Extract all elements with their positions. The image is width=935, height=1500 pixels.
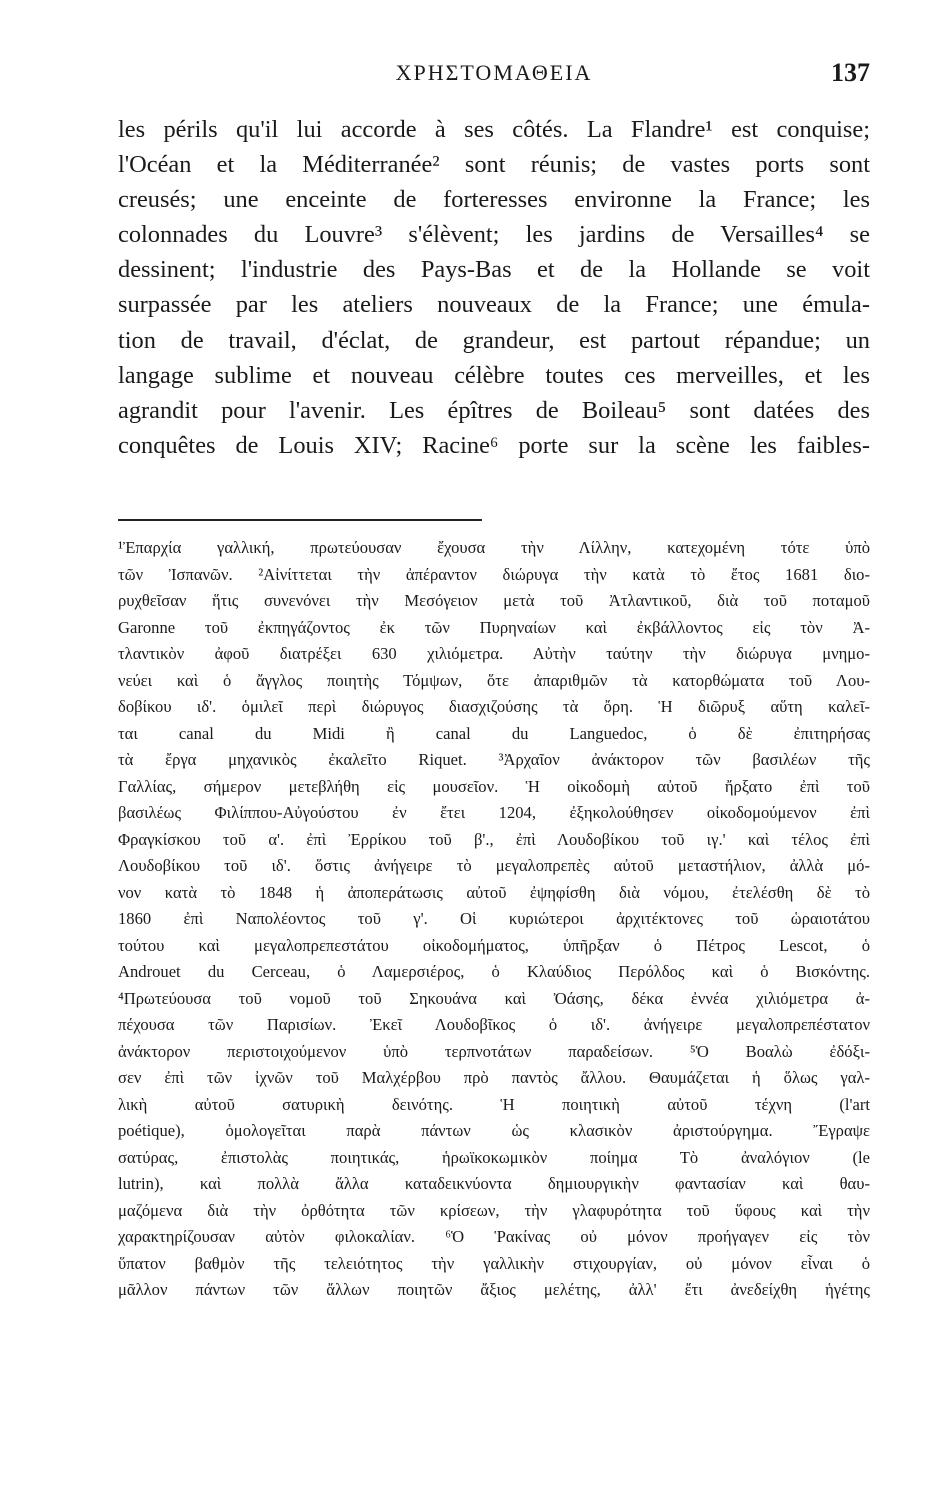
footnote-line: ἀνάκτορον περιστοιχούμενον ὑπὸ τερπνοτάτων παραδείσων. ⁵Ὁ Βοαλὼ ἐδόξι- [118,1041,870,1061]
footnote-line: λικὴ αὐτοῦ σατυρικὴ δεινότης. Ἡ ποιητικὴ αὐτοῦ τέχνη (l'art [118,1094,870,1114]
running-head [118,60,870,94]
footnote-line: τούτου καὶ μεγαλοπρεπεστάτου οἰκοδομήματος, ὑπῆρξαν ὁ Πέτρος Lescot, ὁ [118,935,870,955]
running-title: ΧΡΗΣΤΟΜΑΘΕΙΑ [395,60,593,85]
footnote-line: Γαλλίας, σήμερον μετεβλήθη εἰς μουσεῖον. Ἡ οἰκοδομὴ αὐτοῦ ἤρξατο ἐπὶ τοῦ [118,776,870,796]
main-text-line: l'Océan et la Méditerranée² sont réunis; de vastes ports sont [118,151,870,179]
footnote-line: σεν ἐπὶ τῶν ἰχνῶν τοῦ Μαλχέρβου πρὸ παντὸς ἄλλου. Θαυμάζεται ἡ ὅλως γαλ- [118,1068,870,1087]
main-text-line: colonnades du Louvre³ s'élèvent; les jardins de Versailles⁴ se [118,221,870,249]
main-text-line: agrandit pour l'avenir. Les épîtres de Boileau⁵ sont datées des [118,396,870,424]
footnote-line: ⁴Πρωτεύουσα τοῦ νομοῦ τοῦ Σηκουάνα καὶ Ὀάσης, δέκα ἐννέα χιλιόμετρα ἀ- [118,988,870,1008]
footnote-line: Androuet du Cerceau, ὁ Λαμερσιέρος, ὁ Κλαύδιος Περόλδος καὶ ὁ Βισκόντης. [118,962,870,981]
footnote-line: μᾶλλον πάντων τῶν ἄλλων ποιητῶν ἄξιος μελέτης, ἀλλ' ἔτι ἀνεδείχθη ἡγέτης [118,1280,870,1299]
main-text-line: creusés; une enceinte de forteresses environne la France; les [118,186,870,214]
footnote-line: νεύει καὶ ὁ ἄγγλος ποιητὴς Τόμψων, ὅτε ἀπαριθμῶν τὰ κατορθώματα τοῦ Λου- [118,670,870,690]
main-text-line: surpassée par les ateliers nouveaux de la France; une émula- [118,291,870,319]
footnote-rule [118,519,482,521]
footnote-line: μαζόμενα διὰ τὴν ὀρθότητα τῶν κρίσεων, τὴν γλαφυρότητα τοῦ ὕφους καὶ τὴν [118,1200,870,1220]
footnote-line: ρυχθεῖσαν ἥτις συνενόνει τὴν Μεσόγειον μετὰ τοῦ Ἀτλαντικοῦ, διὰ τοῦ ποταμοῦ [118,591,870,610]
footnote-line: poétique), ὁμολογεῖται παρὰ πάντων ὡς κλασικὸν ἀριστούργημα. Ἔγραψε [118,1121,870,1140]
footnote-line: χαρακτηρίζουσαν αὐτὸν φιλοκαλίαν. ⁶Ὁ Ῥακίνας οὐ μόνον προήγαγεν εἰς τὸν [118,1227,870,1246]
main-text-line: conquêtes de Louis XIV; Racine⁶ porte sur la scène les faibles- [118,431,870,459]
page-number: 137 [831,58,870,87]
footnote-line: δοβίκου ιδ'. ὁμιλεῖ περὶ διώρυγος διασχιζούσης τὰ ὄρη. Ἡ διῶρυξ αὕτη καλεῖ- [118,697,870,716]
main-text-line: les périls qu'il lui accorde à ses côtés. La Flandre¹ est conquise; [118,116,870,143]
footnote-line: τὰ ἔργα μηχανικὸς ἐκαλεῖτο Riquet. ³Ἀρχαῖον ἀνάκτορον τῶν βασιλέων τῆς [118,750,870,769]
footnote-line: τλαντικὸν ἀφοῦ διατρέξει 630 χιλιόμετρα. Αὐτὴν ταύτην τὴν διώρυγα μνημο- [118,644,870,663]
footnote-line: ται canal du Midi ἢ canal du Languedoc, ὁ δὲ ἐπιτηρήσας [118,723,870,743]
footnote-line: lutrin), καὶ πολλὰ ἄλλα καταδεικνύοντα δημιουργικὴν φαντασίαν καὶ θαυ- [118,1174,870,1193]
footnote-line: τῶν Ἰσπανῶν. ²Αἰνίττεται τὴν ἀπέραντον διώρυγα τὴν κατὰ τὸ ἔτος 1681 διο- [118,564,870,584]
main-text-block [118,112,870,463]
footnote-line: 1860 ἐπὶ Ναπολέοντος τοῦ γ'. Οἱ κυριώτεροι ἀρχιτέκτονες τοῦ ὡραιοτάτου [118,909,870,928]
footnote-line: νον κατὰ τὸ 1848 ἡ ἀποπεράτωσις αὐτοῦ ἐψηφίσθη διὰ νόμου, ἐτελέσθη δὲ τὸ [118,882,870,902]
main-text-line: tion de travail, d'éclat, de grandeur, est partout répandue; un [118,326,870,354]
footnote-line: ὕπατον βαθμὸν τῆς τελειότητος τὴν γαλλικὴν στιχουργίαν, οὐ μόνον εἶναι ὁ [118,1253,870,1273]
footnote-line: πέχουσα τῶν Παρισίων. Ἐκεῖ Λουδοβῖκος ὁ ιδ'. ἀνήγειρε μεγαλοπρεπέστατον [118,1015,870,1034]
footnote-line: Φραγκίσκου τοῦ α'. ἐπὶ Ἐρρίκου τοῦ β'., ἐπὶ Λουδοβίκου τοῦ ιγ.' καὶ τέλος ἐπὶ [118,829,870,849]
footnote-line: Λουδοβίκου τοῦ ιδ'. ὅστις ἀνήγειρε τὸ μεγαλοπρεπὲς αὐτοῦ μεταστήλιον, ἀλλὰ μό- [118,856,870,875]
main-text-line: dessinent; l'industrie des Pays-Bas et de la Hollande se voit [118,256,870,284]
footnote-line: σατύρας, ἐπιστολὰς ποιητικάς, ἡρωϊκοκωμικὸν ποίημα Τὸ ἀναλόγιον (le [118,1147,870,1167]
footnotes-block [118,535,870,1304]
footnote-line: ¹Ἐπαρχία γαλλική, πρωτεύουσαν ἔχουσα τὴν Λίλλην, κατεχομένη τότε ὑπὸ [118,538,870,557]
main-text-line: langage sublime et nouveau célèbre toutes ces merveilles, et les [118,361,870,389]
footnote-line: βασιλέως Φιλίππου-Αὐγούστου ἐν ἔτει 1204, ἐξηκολούθησεν οἰκοδομούμενον ἐπὶ [118,803,870,822]
footnote-line: Garonne τοῦ ἐκπηγάζοντος ἐκ τῶν Πυρηναίων καὶ ἐκβάλλοντος εἰς τὸν Ἀ- [118,617,870,637]
